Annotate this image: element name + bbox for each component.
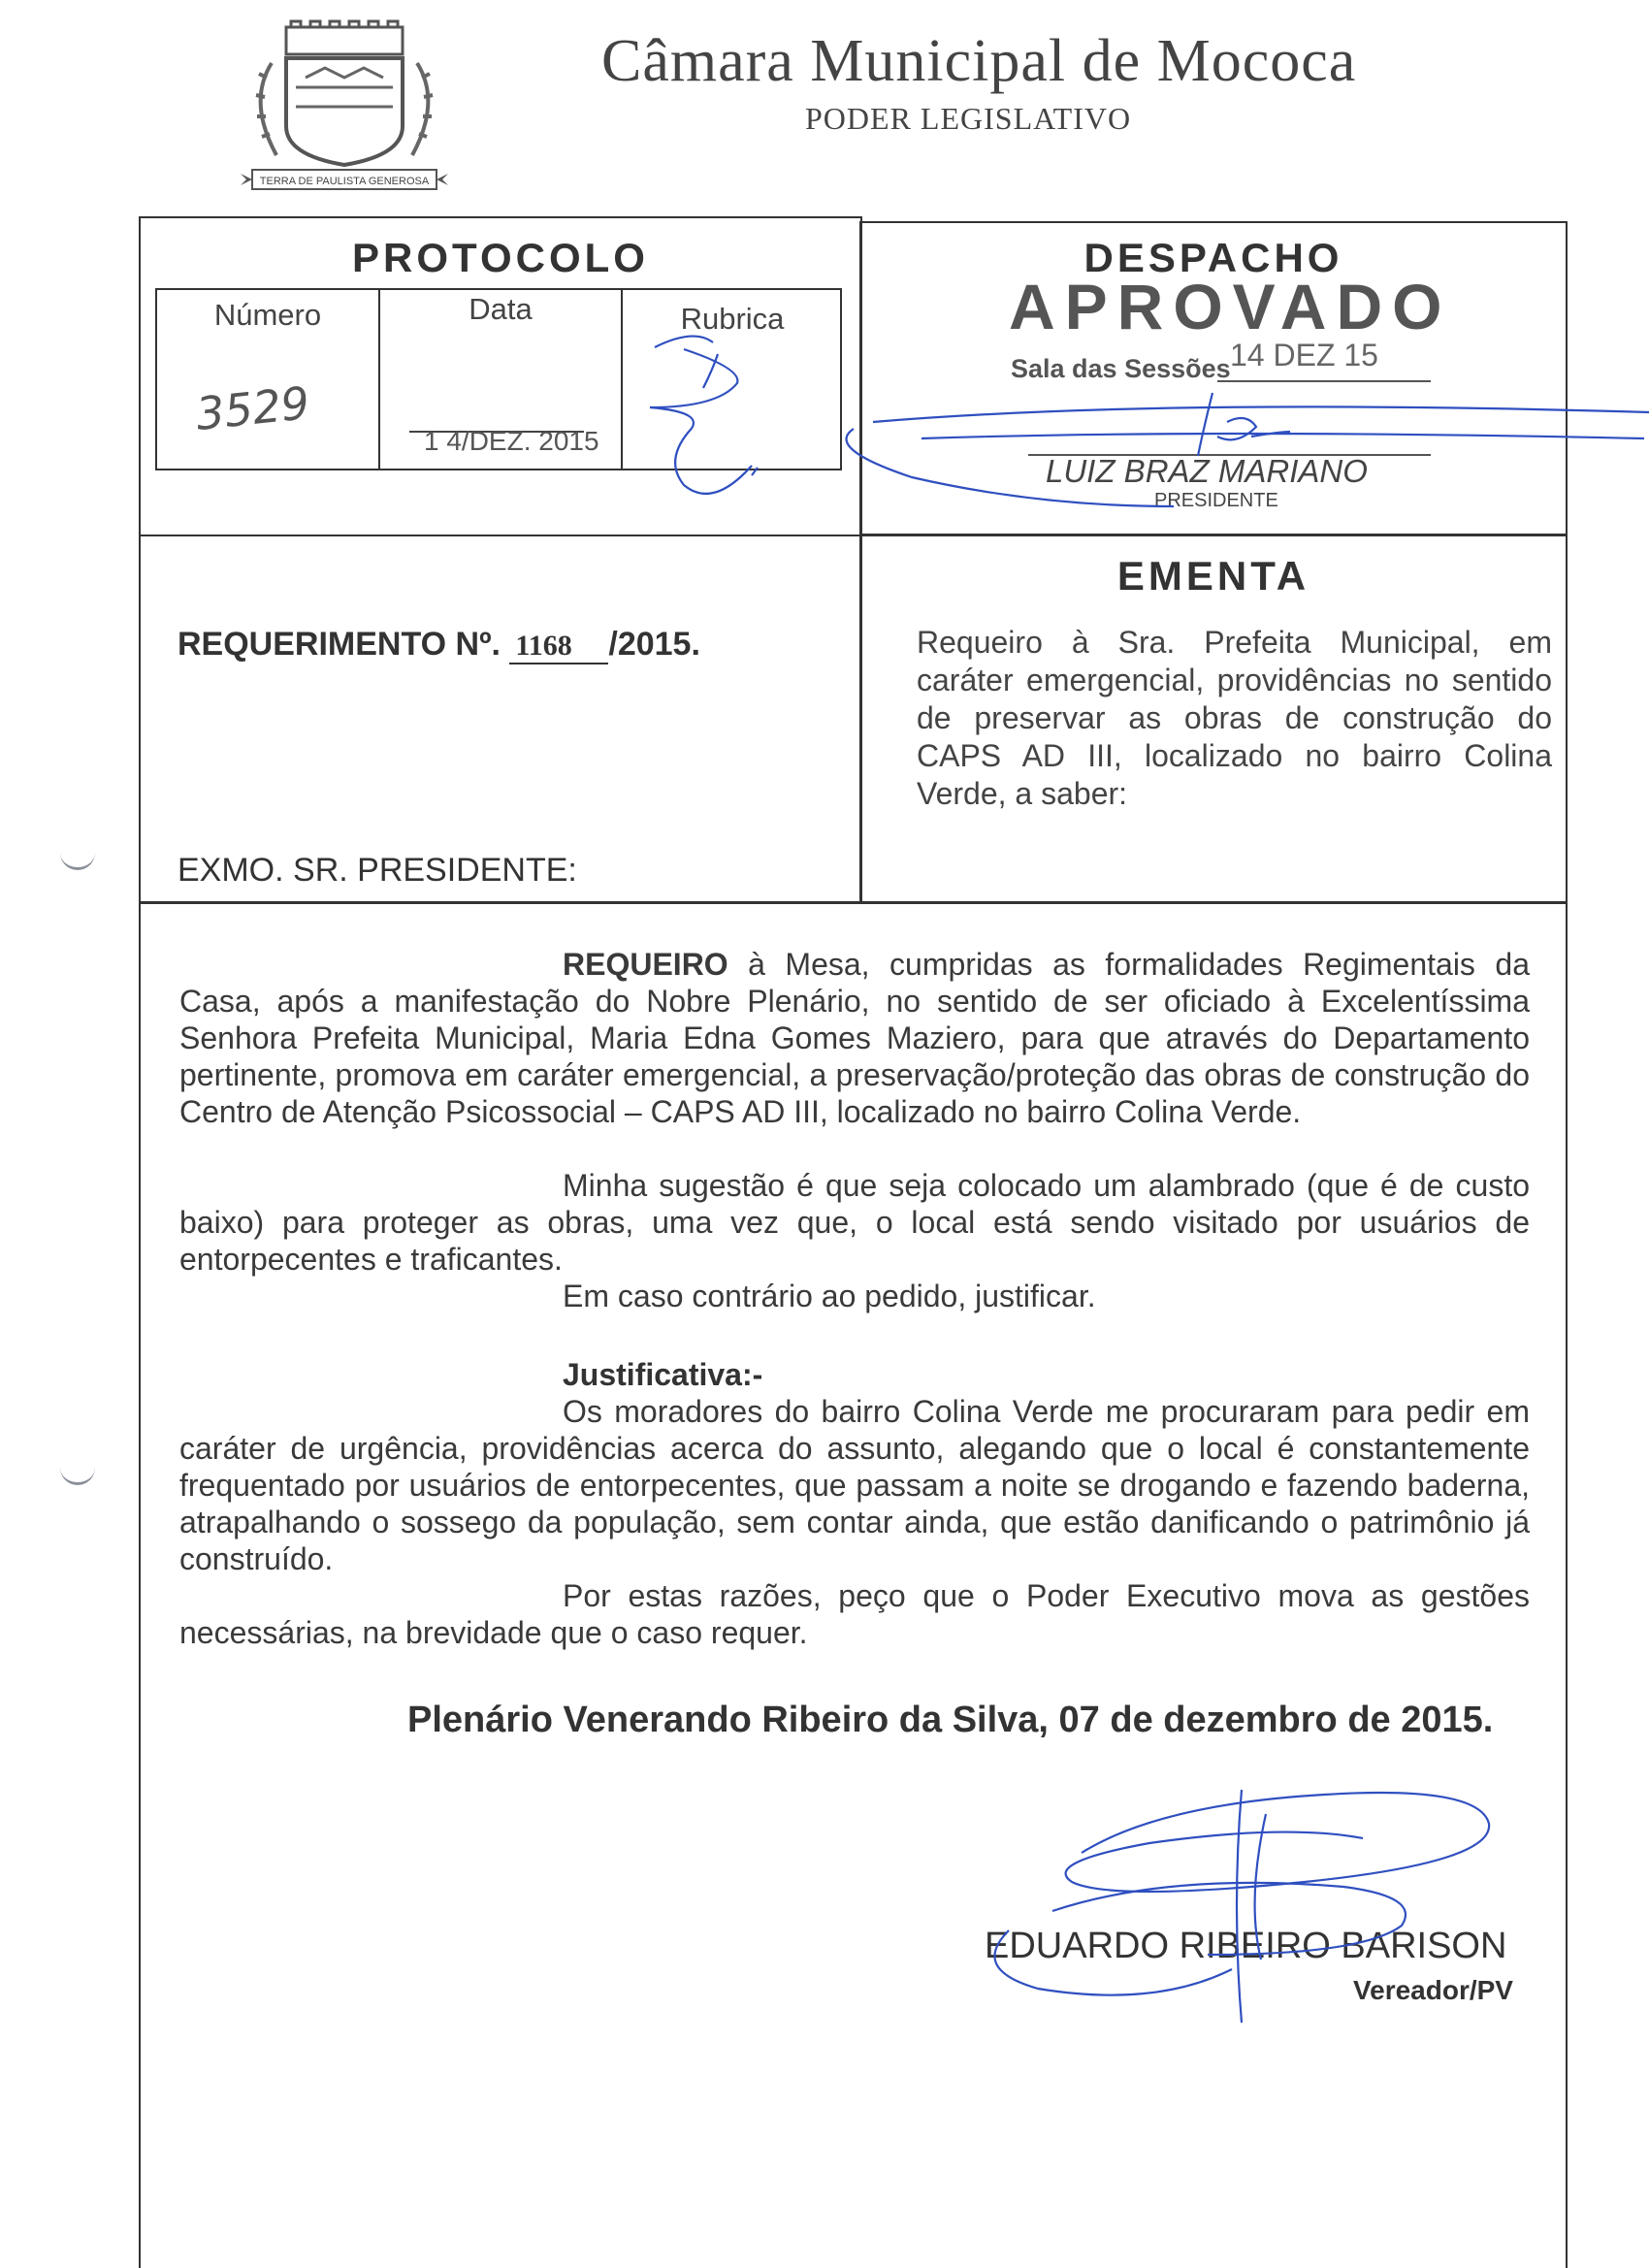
page-subtitle: PODER LEGISLATIVO [805,101,1132,136]
numero-label: Número [213,298,322,332]
closing-line: Plenário Venerando Ribeiro da Silva, 07 de dezembro de 2015. [407,1700,1494,1740]
paragraph-5: Por estas razões, peço que o Poder Executivo mova as gestões necessárias, na brevidade que o caso requer. [179,1578,1530,1650]
president-name: LUIZ BRAZ MARIANO [1046,453,1368,489]
aprovado-stamp: APROVADO [1009,271,1452,342]
requerimento-number-value: 1168 [509,630,608,664]
paragraph-4: Os moradores do bairro Colina Verde me procuraram para pedir em caráter de urgência, providências acerca do assunto, alegando que o local é constantemente frequentado por usuários de entorpecentes, que passam a noite se drogando e fazendo baderna, atrapalhando o sossego da população, sem contar ainda, que estão danificando o patrimônio já construído. [179,1394,1530,1576]
data-label: Data [469,292,533,326]
paragraph-1-text: à Mesa, cumpridas as formalidades Regimentais da Casa, após a manifestação do Nobre Plenário, no sentido de ser oficiado à Excelentíssima Senhora Prefeita Municipal, Maria Edna Gomes Maziero, para que através do Departamento pertinente, promova em caráter emergencial, a preservação/proteção das obras de construção do Centro de Atenção Psicossocial – CAPS AD III, localizado no bairro Colina Verde. [179,947,1530,1129]
requerimento-box [139,534,862,904]
requerimento-number [178,626,700,664]
ementa-text: Requeiro à Sra. Prefeita Municipal, em caráter emergencial, providências no sentido de preservar as obras de construção do CAPS AD III, localizado no bairro Colina Verde, a saber: [917,625,1552,811]
numero-value: 3529 [193,376,312,440]
crest-motto: TERRA DE PAULISTA GENEROSA [259,176,430,187]
requerimento-prefix: REQUERIMENTO Nº. [178,626,510,663]
rubrica-label: Rubrica [680,302,785,336]
president-role: PRESIDENTE [1154,490,1278,511]
sala-label: Sala das Sessões [1011,354,1231,383]
municipal-crest-icon [233,19,456,199]
president-signature [844,378,1649,514]
ementa-title: EMENTA [1116,553,1310,599]
signer-name: EDUARDO RIBEIRO BARISON [985,1926,1507,1966]
protocolo-title: PROTOCOLO [352,235,649,280]
requerimento-suffix: /2015. [608,626,700,663]
requeiro-lead: REQUEIRO [563,947,728,982]
signer-role: Vereador/PV [1353,1975,1513,2005]
paragraph-requeiro [179,946,1530,1130]
numero-cell [157,290,380,469]
sala-date: 14 DEZ 15 [1230,338,1378,373]
page-title: Câmara Municipal de Mococa [601,28,1357,94]
signer-signature [970,1756,1513,2037]
punch-hole-mark [60,842,95,870]
rubrica-signature [635,320,791,514]
punch-hole-mark [60,1457,95,1485]
data-value: 1 4/DEZ. 2015 [424,426,599,456]
despacho-title: DESPACHO [1083,235,1343,280]
data-cell [380,290,623,469]
paragraph-3: Em caso contrário ao pedido, justificar. [563,1279,1096,1313]
salutation: EXMO. SR. PRESIDENTE: [178,852,577,889]
paragraph-2: Minha sugestão é que seja colocado um alambrado (que é de custo baixo) para proteger as obras, uma vez que, o local está sendo visitado por usuários de entorpecentes e traficantes. [179,1168,1530,1277]
justificativa-title: Justificativa:- [563,1357,763,1392]
